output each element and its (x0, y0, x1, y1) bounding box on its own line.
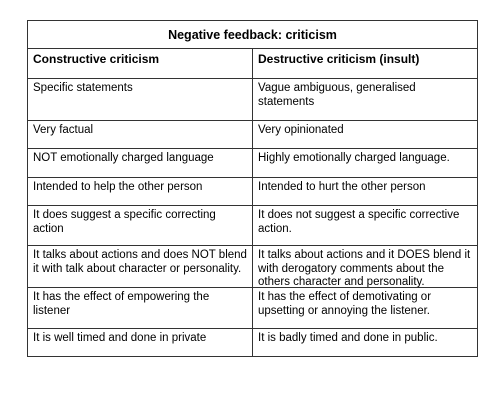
constructive-cell: It is well timed and done in private (28, 329, 253, 356)
criticism-table (27, 20, 478, 357)
constructive-cell: NOT emotionally charged language (28, 149, 253, 177)
table-row (28, 246, 477, 288)
header-constructive: Constructive criticism (28, 49, 253, 78)
destructive-cell: Intended to hurt the other person (258, 181, 426, 193)
destructive-cell: Highly emotionally charged language. (258, 152, 450, 164)
table-row (28, 178, 477, 206)
destructive-cell: It has the effect of demotivating or upsetting or annoying the listener. (258, 291, 432, 317)
destructive-cell: It is badly timed and done in public. (258, 332, 438, 344)
table-row (28, 79, 477, 121)
destructive-cell: It talks about actions and it DOES blend it with derogatory comments about the others character and personality. (258, 249, 471, 287)
destructive-cell: Very opinionated (258, 124, 344, 136)
constructive-cell: Intended to help the other person (28, 178, 253, 205)
table-header-row (28, 49, 477, 79)
constructive-cell: It has the effect of empowering the listener (28, 288, 253, 328)
table-title: Negative feedback: criticism (28, 21, 477, 49)
table-row (28, 329, 477, 356)
table-body (28, 49, 477, 356)
table-row (28, 288, 477, 329)
constructive-cell: Specific statements (28, 79, 253, 120)
constructive-cell: Very factual (28, 121, 253, 148)
table-row (28, 121, 477, 149)
constructive-cell: It talks about actions and does NOT blend it with talk about character or personality. (28, 246, 253, 287)
destructive-cell: It does not suggest a specific corrective action. (258, 209, 460, 235)
table-row (28, 149, 477, 178)
destructive-cell: Vague ambiguous, generalised statements (258, 82, 416, 108)
constructive-cell: It does suggest a specific correcting action (28, 206, 253, 245)
table-row (28, 206, 477, 246)
header-destructive: Destructive criticism (insult) (258, 52, 420, 66)
